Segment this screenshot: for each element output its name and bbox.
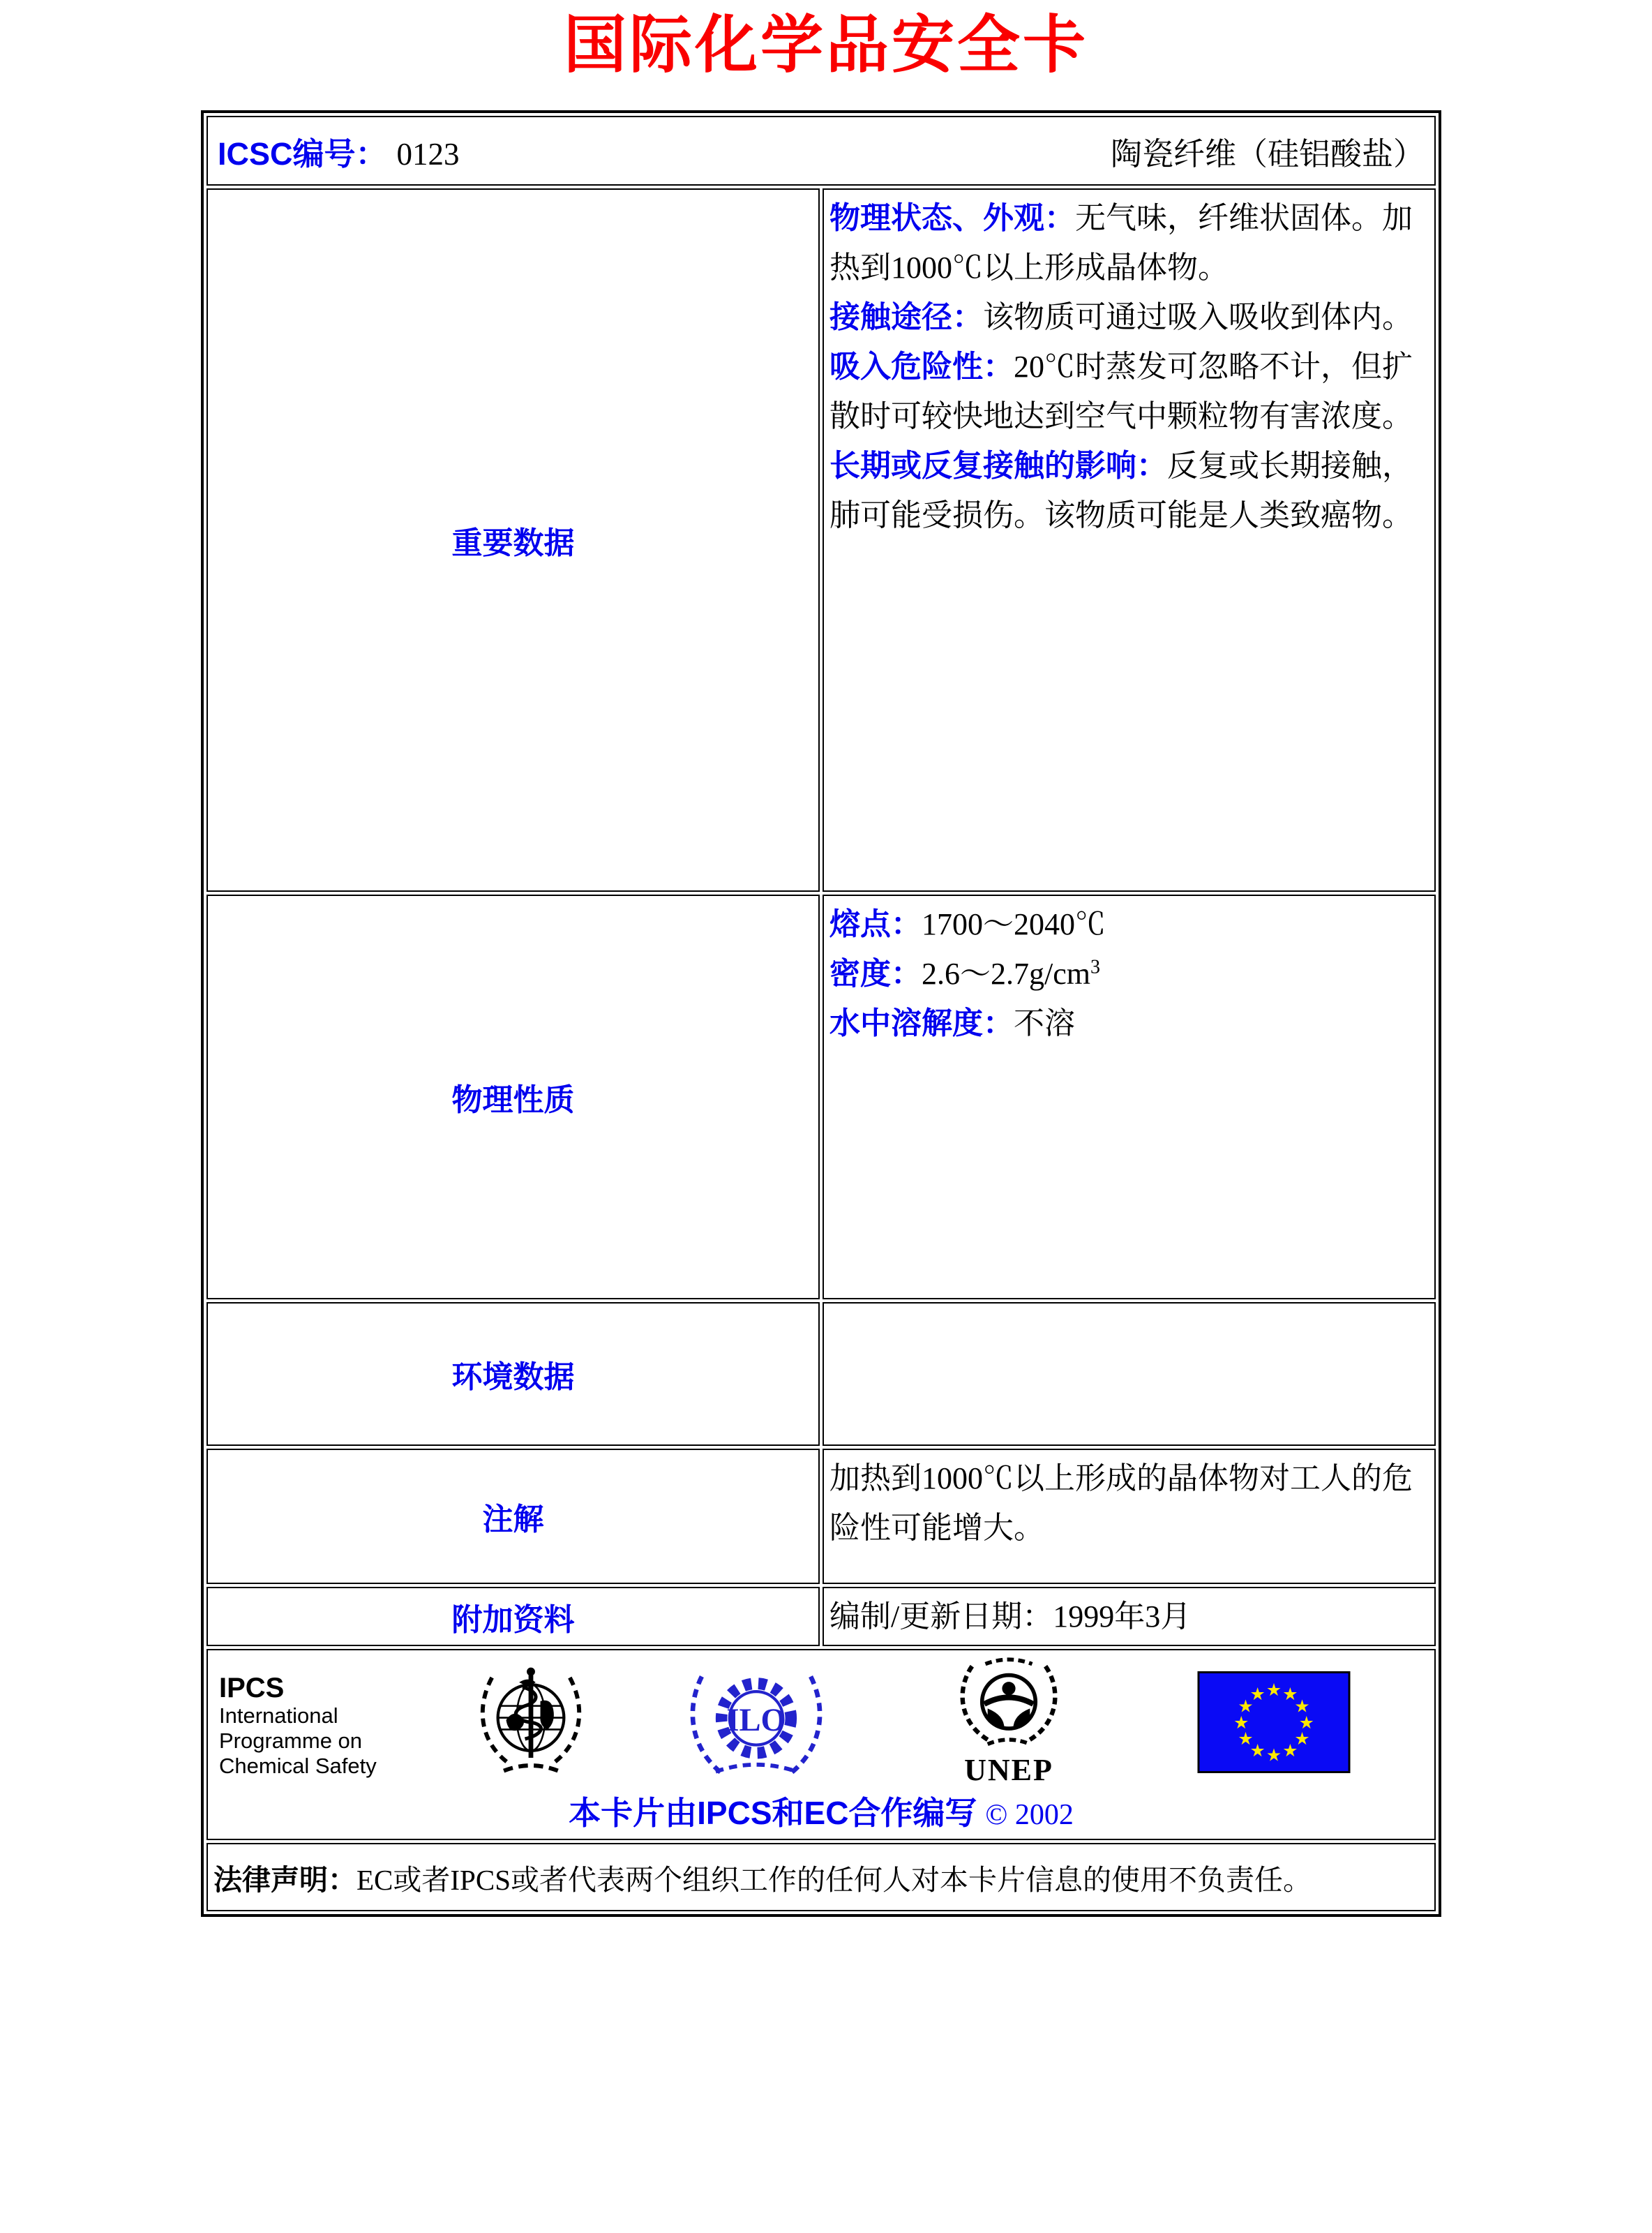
who-logo-icon [465, 1659, 597, 1788]
cooperation-caption-text: 本卡片由IPCS和EC合作编写 [569, 1795, 977, 1831]
card-header-row [206, 116, 1436, 186]
important-item-exposure-routes: 接触途径：该物质可通过吸入吸收到体内。 [829, 300, 1413, 334]
legal-notice-label: 法律声明： [213, 1863, 356, 1896]
page-title: 国际化学品安全卡 [564, 11, 1088, 80]
svg-text:★: ★ [1233, 1712, 1249, 1733]
eu-flag-icon [1197, 1671, 1351, 1773]
unep-logo-block [946, 1657, 1072, 1786]
svg-text:★: ★ [1294, 1696, 1310, 1717]
cooperation-caption [208, 1795, 1434, 1833]
svg-text:★: ★ [1266, 1745, 1282, 1765]
icsc-card-table [201, 110, 1441, 1917]
physical-item-water-solubility: 水中溶解度：不溶 [829, 1006, 1075, 1040]
svg-text:★: ★ [1249, 1683, 1266, 1704]
section-label-notes: 注解 [206, 1449, 820, 1584]
section-content-notes [823, 1449, 1436, 1584]
section-label-physical-properties: 物理性质 [206, 895, 820, 1299]
icsc-number-label: ICSC编号： [218, 135, 387, 172]
physical-item-density: 密度：$2.6\sim 2.7g/cm^3$ [829, 956, 1100, 991]
important-item-inhalation-risk: 吸入危险性：20℃时蒸发可忽略不计，但扩散时可较快地达到空气中颗粒物有害浓度。 [829, 350, 1413, 433]
additional-info-date: 编制/更新日期：1999年3月 [829, 1599, 1192, 1634]
section-label-environmental-data: 环境数据 [206, 1302, 820, 1446]
density-unit-superscript: 3 [1090, 956, 1100, 978]
ipcs-line-1: International [219, 1703, 338, 1728]
svg-text:★: ★ [1282, 1740, 1298, 1761]
substance-name: 陶瓷纤维（硅铝酸盐） [1110, 136, 1425, 172]
ilo-logo-letters: ILO [726, 1703, 786, 1739]
svg-text:★: ★ [1282, 1683, 1298, 1704]
copyright-text: © 2002 [985, 1799, 1074, 1831]
important-item-appearance: 物理状态、外观：无气味，纤维状固体。加热到1000℃以上形成晶体物。 [829, 201, 1413, 285]
svg-text:★: ★ [1238, 1696, 1254, 1717]
svg-text:★: ★ [1294, 1728, 1310, 1749]
ipcs-text-block [219, 1673, 377, 1779]
unep-logo-icon [946, 1657, 1072, 1751]
section-label-additional-info: 附加资料 [206, 1587, 820, 1646]
icsc-number-value: 0123 [396, 136, 460, 172]
logos-row [206, 1649, 1436, 1840]
unep-logo-letters: UNEP [964, 1753, 1053, 1787]
section-content-additional-info [823, 1587, 1436, 1646]
physical-item-melting-point: 熔点：1700～2040℃ [829, 907, 1106, 941]
ipcs-line-3: Chemical Safety [219, 1754, 377, 1778]
section-content-environmental-data [823, 1302, 1436, 1446]
icsc-number-group [218, 128, 460, 174]
notes-text: 加热到1000℃以上形成的晶体物对工人的危险性可能增大。 [829, 1461, 1413, 1545]
section-content-important-data [823, 188, 1436, 892]
important-item-long-term-effects: 长期或反复接触的影响：反复或长期接触，肺可能受损伤。该物质可能是人类致癌物。 [829, 449, 1413, 532]
ipcs-acronym: IPCS [219, 1673, 285, 1703]
section-content-physical-properties [823, 895, 1436, 1299]
svg-text:★: ★ [1249, 1740, 1266, 1761]
legal-notice-row [206, 1843, 1436, 1911]
ipcs-line-2: Programme on [219, 1728, 363, 1753]
svg-text:★: ★ [1266, 1680, 1282, 1701]
section-label-important-data: 重要数据 [206, 188, 820, 892]
svg-text:★: ★ [1238, 1728, 1254, 1749]
legal-notice-text: EC或者IPCS或者代表两个组织工作的任何人对本卡片信息的使用不负责任。 [356, 1863, 1312, 1896]
ilo-logo-icon [681, 1663, 832, 1783]
svg-text:★: ★ [1298, 1712, 1314, 1733]
